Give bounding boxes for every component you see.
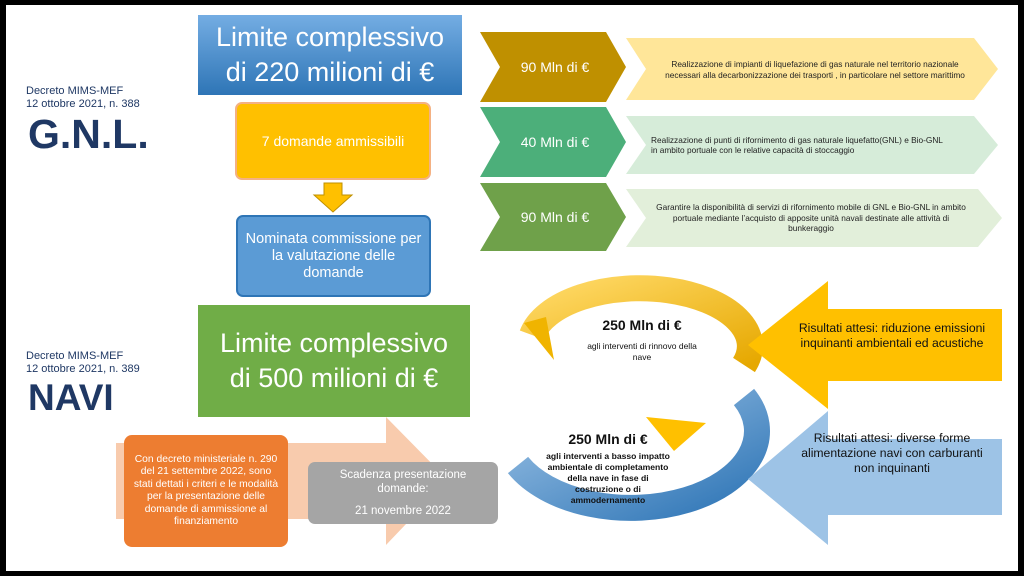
row2-text: Realizzazione di punti di rifornimento di gas naturale liquefatto(GNL) e Bio-GNL in ambito portuale con le relative capacità di stoccaggio bbox=[651, 134, 943, 155]
row1-amount: 90 Mln di € bbox=[520, 59, 590, 75]
row3-text: Garantire la disponibilità di servizi di rifornimento mobile di GNL e Bio-GNL in ambito portuale mediante l’acquisto di apposite unità navali destinate alle attività di bunkeraggio bbox=[656, 202, 966, 234]
navi-limit-line2: di 500 milioni di € bbox=[229, 363, 439, 393]
cycle-bottom-amount: 250 Mln di € bbox=[568, 431, 648, 447]
navi-limit-box bbox=[198, 305, 470, 417]
cycle-top-amount: 250 Mln di € bbox=[602, 317, 682, 333]
navi-label: NAVI bbox=[28, 377, 114, 418]
navi-decree-line2: 12 ottobre 2021, n. 389 bbox=[26, 363, 140, 375]
gnl-limit-line2: di 220 milioni di € bbox=[225, 57, 435, 87]
gnl-decree-line2: 12 ottobre 2021, n. 388 bbox=[26, 98, 140, 110]
deadline-line1: Scadenza presentazione bbox=[339, 469, 467, 481]
slide bbox=[6, 5, 1018, 571]
gnl-decree-line1: Decreto MIMS-MEF bbox=[26, 85, 124, 97]
gnl-limit-box bbox=[198, 15, 462, 95]
navi-limit-line1: Limite complessivo bbox=[219, 328, 449, 358]
cycle-bottom-text: agli interventi a basso impatto ambientale di completamento della nave in fase di costruzione o di ammodernamento bbox=[546, 451, 670, 505]
commission-box: Nominata commissione per la valutazione delle domande bbox=[236, 215, 431, 297]
applications-box: 7 domande ammissibili bbox=[235, 102, 431, 180]
deadline-line2: domande: bbox=[377, 483, 429, 495]
gnl-limit-line1: Limite complessivo bbox=[215, 22, 445, 52]
navi-decree bbox=[26, 350, 140, 376]
gnl-label: G.N.L. bbox=[28, 111, 149, 157]
deadline-box bbox=[308, 462, 498, 524]
row1-text: Realizzazione di impianti di liquefazione di gas naturale nel territorio nazionale necessari alla decarbonizzazione dei trasporti , in particolare nel settore marittimo bbox=[665, 59, 965, 80]
result-2-text: Risultati attesi: diverse forme alimentazione navi con carburanti non inquinanti bbox=[801, 431, 983, 475]
decree-box: Con decreto ministeriale n. 290 del 21 settembre 2022, sono stati dettati i criteri e le modalità per la presentazione delle domande di ammissione al finanziamento bbox=[124, 435, 288, 547]
row2-amount: 40 Mln di € bbox=[520, 134, 590, 150]
cycle-top-text: agli interventi di rinnovo della nave bbox=[587, 341, 697, 362]
result-1-text: Risultati attesi: riduzione emissioni inquinanti ambientali ed acustiche bbox=[798, 321, 986, 350]
gnl-decree bbox=[26, 85, 140, 111]
deadline-date: 21 novembre 2022 bbox=[355, 505, 451, 517]
navi-decree-line1: Decreto MIMS-MEF bbox=[26, 350, 124, 362]
down-arrow bbox=[314, 183, 352, 212]
row3-amount: 90 Mln di € bbox=[520, 209, 590, 225]
